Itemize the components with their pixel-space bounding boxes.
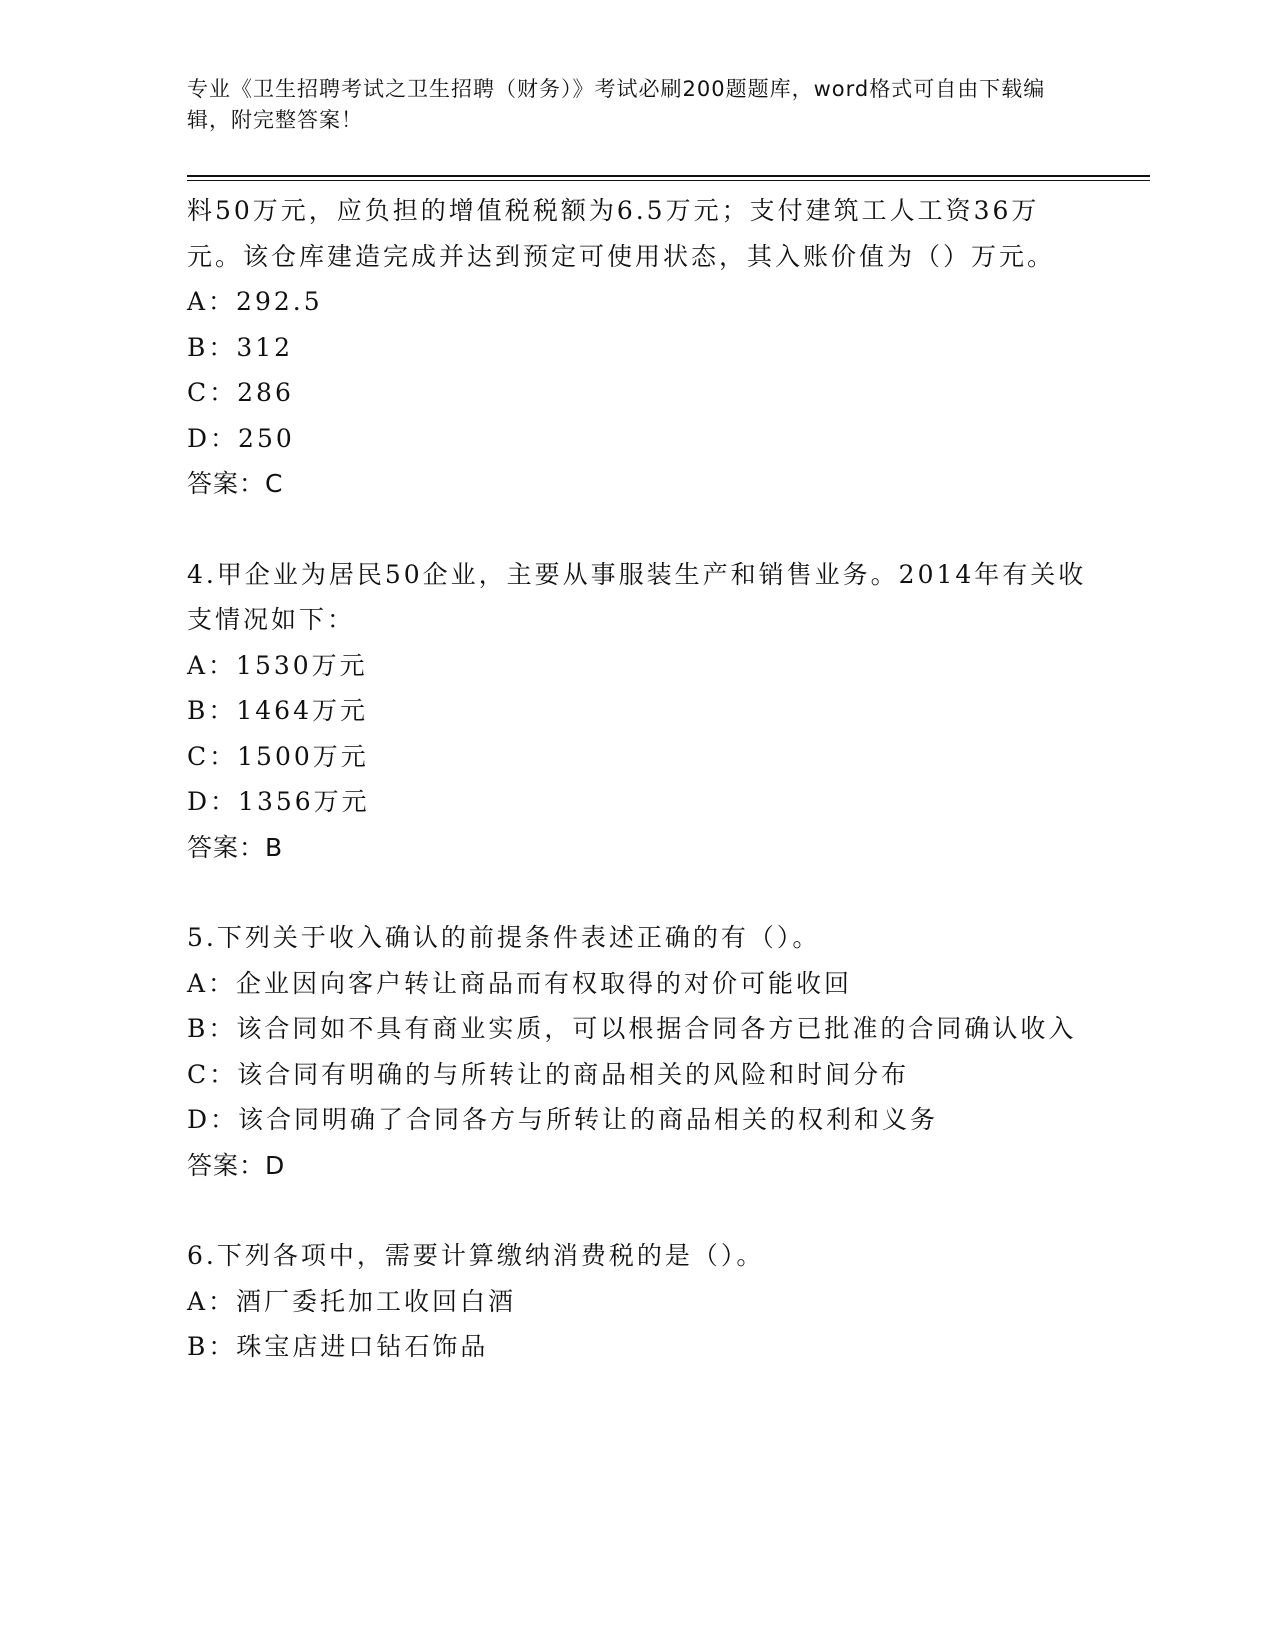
question-6-stem: 6.下列各项中，需要计算缴纳消费税的是（）。 [187, 1241, 765, 1270]
question-4-option-d: D：1356万元 [187, 787, 370, 816]
question-3-answer: 答案：C [187, 469, 284, 498]
question-4-stem: 4.甲企业为居民50企业，主要从事服装生产和销售业务。2014年有关收支情况如下： [187, 559, 1087, 634]
question-5-answer: 答案：D [187, 1150, 286, 1180]
question-3-option-d: D：250 [187, 423, 295, 453]
question-6-option-a: A：酒厂委托加工收回白酒 [187, 1286, 517, 1316]
spacer [187, 507, 1087, 552]
question-3-option-b: B：312 [187, 332, 294, 362]
question-list [187, 188, 1087, 1370]
spacer [187, 870, 1087, 915]
header-divider-thick [187, 175, 1150, 177]
question-4 [187, 552, 1087, 871]
question-5-option-d: D：该合同明确了合同各方与所转让的商品相关的权利和义务 [187, 1105, 939, 1134]
spacer [187, 1188, 1087, 1233]
question-3-stem: 料50万元，应负担的增值税税额为6.5万元；支付建筑工人工资36万元。该仓库建造完成并达到预定可使用状态，其入账价值为（）万元。 [187, 196, 1056, 271]
document-header: 专业《卫生招聘考试之卫生招聘（财务）》考试必刷200题题库，word格式可自由下载编辑，附完整答案！ [187, 77, 1046, 132]
question-3 [187, 188, 1087, 507]
question-5-option-c: C：该合同有明确的与所转让的商品相关的风险和时间分布 [187, 1059, 910, 1089]
question-5-option-a: A：企业因向客户转让商品而有权取得的对价可能收回 [187, 968, 853, 998]
question-4-answer: 答案：B [187, 832, 284, 862]
question-6 [187, 1233, 1087, 1370]
question-5-stem: 5.下列关于收入确认的前提条件表述正确的有（）。 [187, 923, 821, 952]
question-6-option-b: B：珠宝店进口钻石饰品 [187, 1332, 489, 1361]
question-5 [187, 915, 1087, 1188]
question-5-option-b: B：该合同如不具有商业实质，可以根据合同各方已批准的合同确认收入 [187, 1014, 1077, 1043]
question-4-option-c: C：1500万元 [187, 741, 369, 771]
question-4-option-a: A：1530万元 [187, 650, 368, 680]
question-3-option-c: C：286 [187, 378, 294, 407]
question-3-option-a: A：292.5 [187, 287, 323, 316]
header-divider-thin [187, 180, 1150, 181]
question-4-option-b: B：1464万元 [187, 696, 368, 725]
